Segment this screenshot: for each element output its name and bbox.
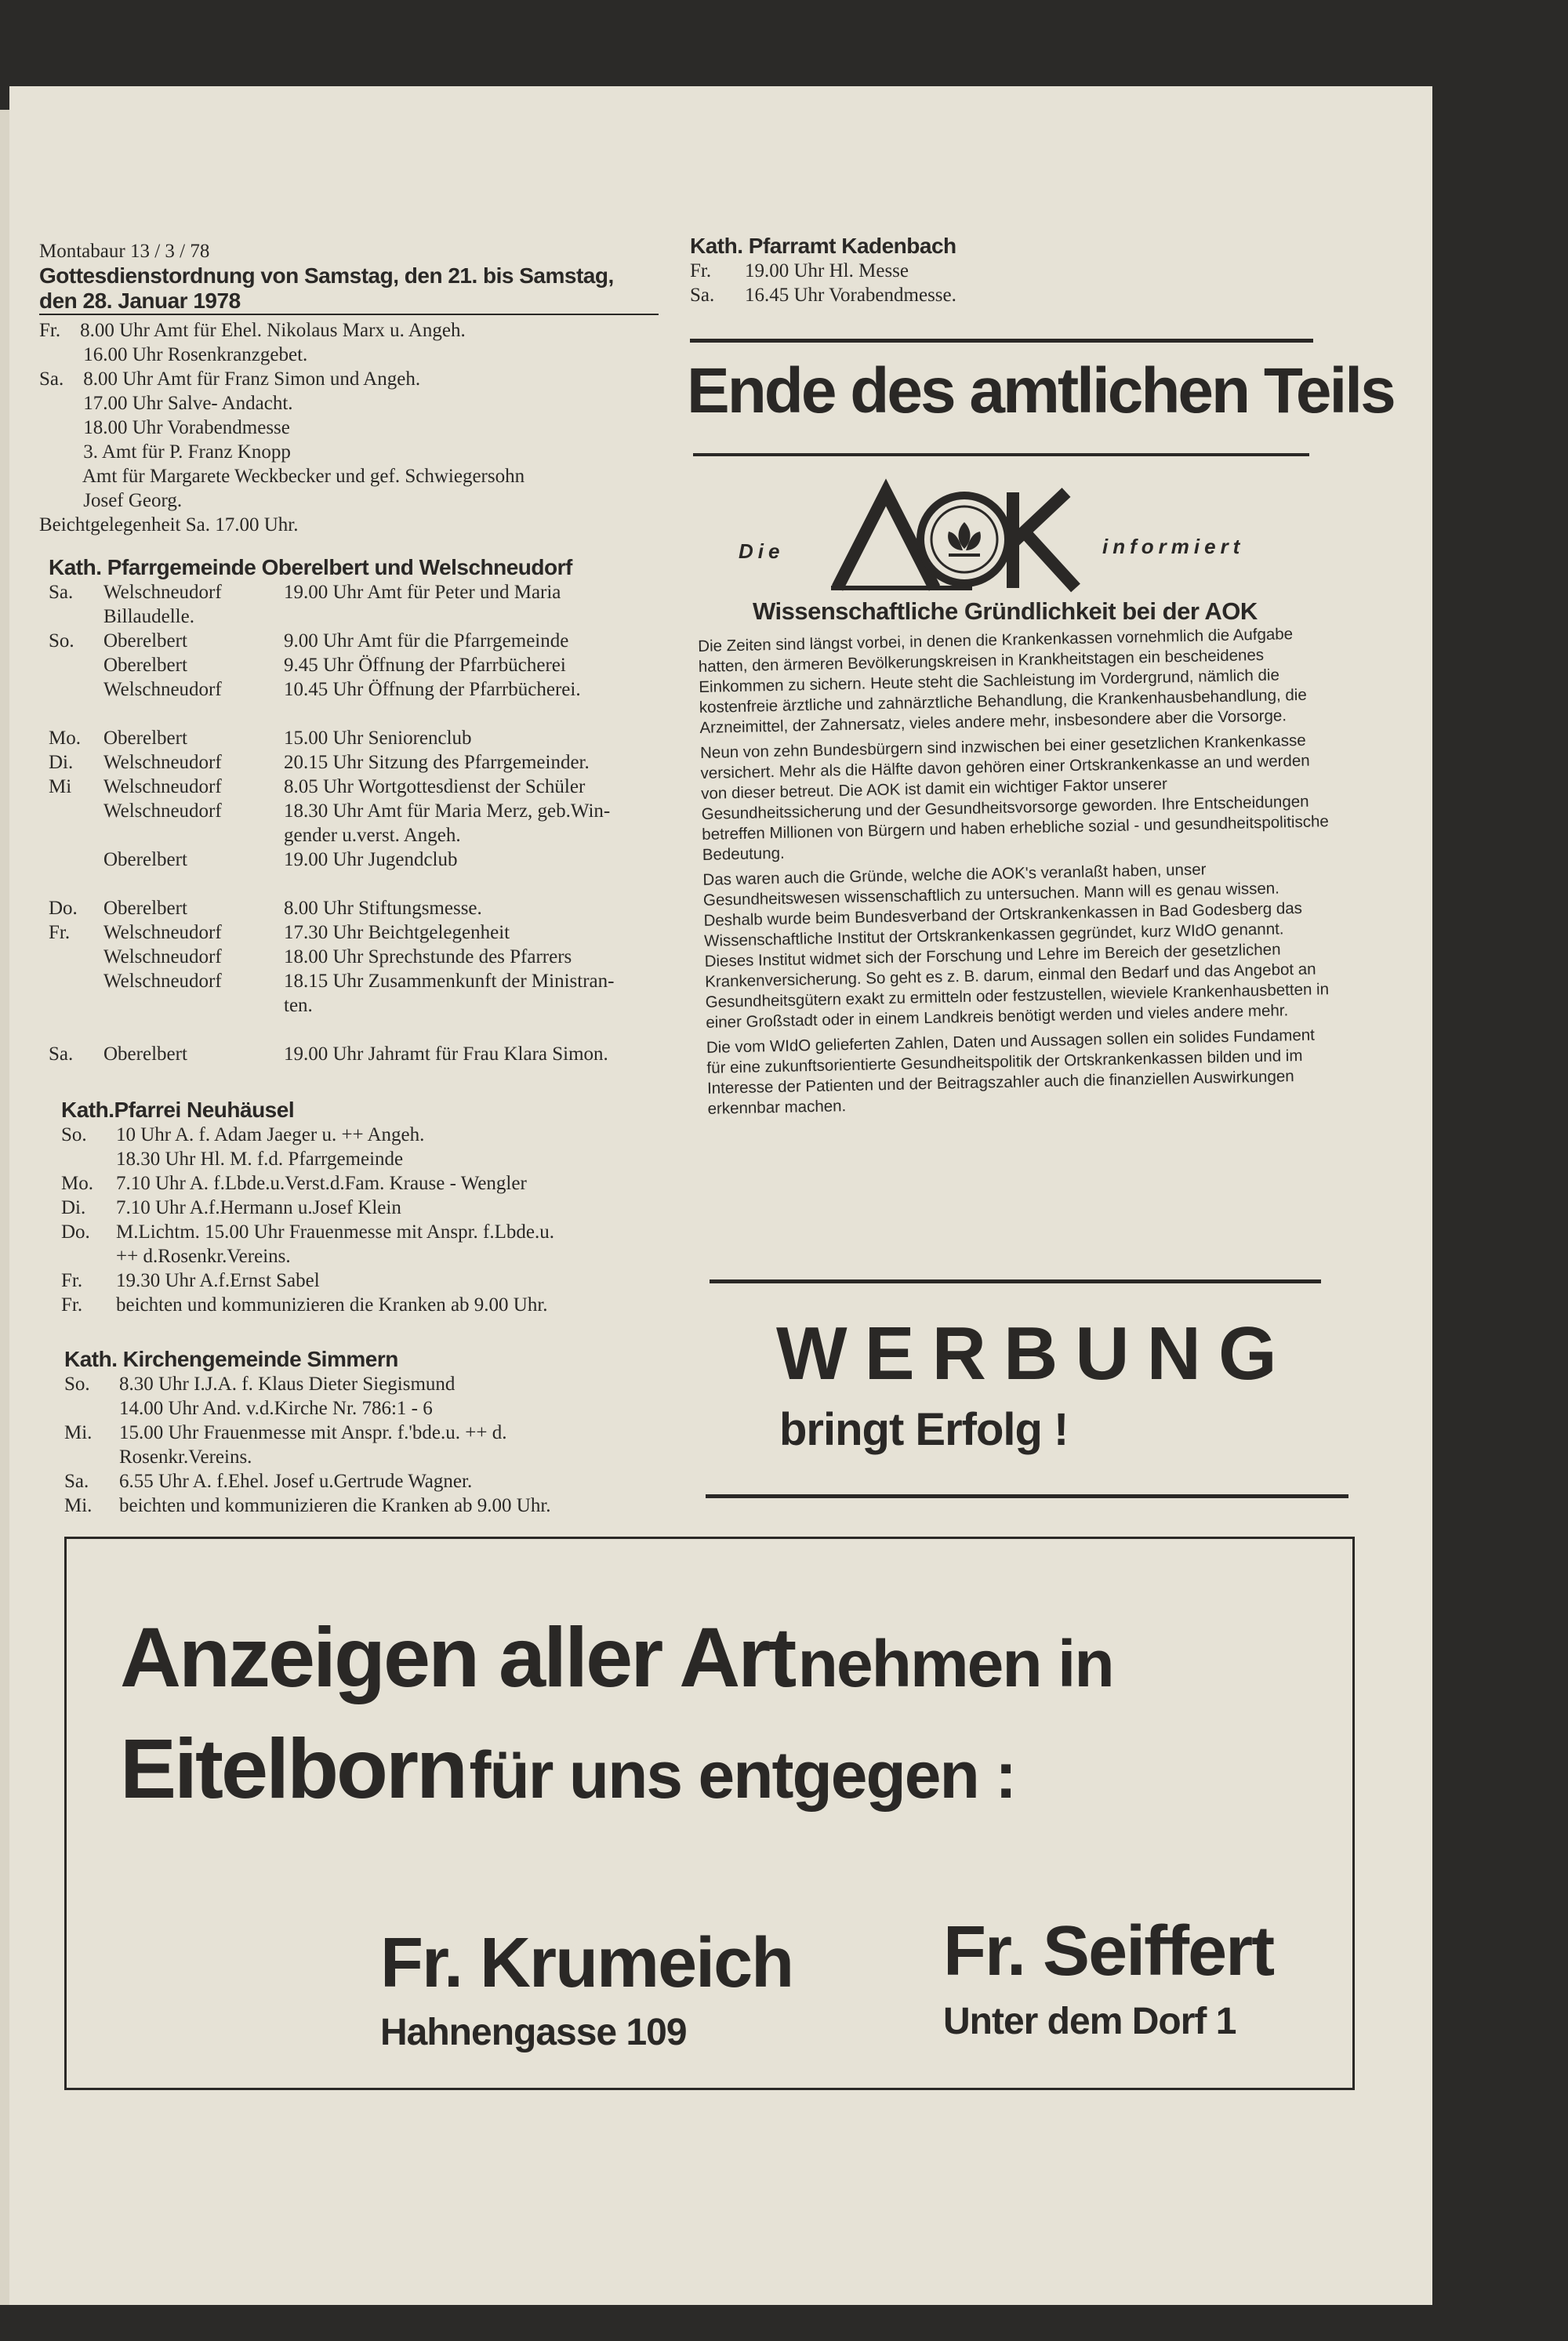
- ad-contact-1-name: Fr. Krumeich: [380, 1924, 793, 2002]
- montabaur-line: Sa. 8.00 Uhr Amt für Franz Simon und Angeh.: [39, 368, 421, 390]
- ad-contact-2-name: Fr. Seiffert: [943, 1912, 1274, 1991]
- row-day: [49, 945, 103, 969]
- oberelbert-row: [49, 1042, 707, 1066]
- row-day: [64, 1445, 119, 1469]
- simmern-row: [64, 1396, 707, 1421]
- row-day: Di.: [49, 752, 74, 773]
- oberelbert-row: [49, 775, 707, 799]
- simmern-section: [64, 1347, 707, 1518]
- kadenbach-rows: [690, 259, 1317, 307]
- oberelbert-row: [49, 604, 707, 629]
- montabaur-section: [39, 239, 698, 537]
- oberelbert-row: [49, 580, 707, 604]
- row-place: Welschneudorf: [103, 752, 222, 773]
- ad-contact-1-address: Hahnengasse 109: [380, 2012, 687, 2053]
- aok-headline: Wissenschaftliche Gründlichkeit bei der AOK: [753, 597, 1258, 625]
- row-text: 9.45 Uhr Öffnung der Pfarrbücherei: [284, 655, 566, 676]
- row-day: So.: [64, 1374, 90, 1395]
- row-text: ten.: [284, 995, 313, 1016]
- oberelbert-row: [49, 920, 707, 945]
- row-day: Fr.: [61, 1270, 83, 1291]
- kadenbach-section: [690, 234, 1317, 307]
- neuhaeusel-rows: [61, 1123, 704, 1317]
- kadenbach-heading: Kath. Pfarramt Kadenbach: [690, 234, 956, 258]
- ad-contact-2-address: Unter dem Dorf 1: [943, 2001, 1236, 2042]
- row-day: [49, 653, 103, 677]
- rule-after-werbung: [706, 1494, 1348, 1498]
- aok-header: [706, 478, 1317, 596]
- row-text: 8.05 Uhr Wortgottesdienst der Schüler: [284, 776, 586, 797]
- row-text: 6.55 Uhr A. f.Ehel. Josef u.Gertrude Wagner.: [119, 1471, 473, 1492]
- aok-body: [698, 623, 1335, 1124]
- werbung-subtitle: bringt Erfolg !: [779, 1404, 1069, 1455]
- row-text: 10.45 Uhr Öffnung der Pfarrbücherei.: [284, 679, 581, 700]
- row-day: Mo.: [49, 728, 81, 749]
- row-day: [49, 677, 103, 702]
- row-text: 18.15 Uhr Zusammenkunft der Ministran-: [284, 971, 615, 992]
- row-day: Mi.: [64, 1422, 93, 1443]
- oberelbert-row: [49, 653, 707, 677]
- kadenbach-row: [690, 283, 1317, 307]
- row-day: Fr.: [690, 260, 712, 281]
- row-text: 18.30 Uhr Amt für Maria Merz, geb.Win-: [284, 800, 611, 822]
- oberelbert-row: [49, 872, 707, 896]
- row-place: Oberelbert: [103, 630, 187, 651]
- row-text: ++ d.Rosenkr.Vereins.: [116, 1246, 291, 1267]
- werbung-title: WERBUNG: [776, 1312, 1294, 1396]
- row-day: Sa.: [49, 582, 74, 603]
- ad-line-1-small: nehmen in: [797, 1627, 1113, 1700]
- row-place: Oberelbert: [103, 1043, 187, 1065]
- row-text: 15.00 Uhr Frauenmesse mit Anspr. f.'bde.u. ++ d.: [119, 1422, 507, 1443]
- row-text: Rosenkr.Vereins.: [119, 1446, 252, 1468]
- montabaur-line: Josef Georg.: [39, 490, 183, 511]
- simmern-row: [64, 1372, 707, 1396]
- row-text: 16.45 Uhr Vorabendmesse.: [745, 285, 956, 306]
- row-text: 19.00 Uhr Hl. Messe: [745, 260, 909, 281]
- eitelborn-ad-box: [64, 1537, 1355, 2090]
- aok-logo: [831, 478, 1098, 596]
- neuhaeusel-heading: Kath.Pfarrei Neuhäusel: [61, 1098, 295, 1122]
- neuhaeusel-row: [61, 1147, 704, 1171]
- row-day: [49, 604, 103, 629]
- row-place: Oberelbert: [103, 728, 187, 749]
- row-day: Mo.: [61, 1173, 93, 1194]
- row-place: Oberelbert: [103, 655, 187, 676]
- ad-line-2-small: für uns entgegen :: [469, 1738, 1016, 1812]
- row-place: [103, 823, 284, 847]
- row-day: Mi: [49, 776, 72, 797]
- ende-amtlich-title: Ende des amtlichen Teils: [687, 355, 1394, 426]
- simmern-row: [64, 1469, 707, 1494]
- row-text: 19.00 Uhr Jahramt für Frau Klara Simon.: [284, 1043, 608, 1065]
- row-place: Welschneudorf: [103, 776, 222, 797]
- simmern-row: [64, 1445, 707, 1469]
- oberelbert-row: [49, 847, 707, 872]
- row-place: Billaudelle.: [103, 606, 194, 627]
- aok-paragraph-1: Die Zeiten sind längst vorbei, in denen die Krankenkassen vornehmlich die Aufgabe hatten, den ärmeren Bevölkerungskreisen in Krankheitstagen ein bescheidenes Einkommen zu sichern. Heute steht die Sachleistung im Vordergrund, nämlich die kostenfreie ärztliche und zahnärztliche Behandlung, die Krankenhausbehandlung, die Arzneimittel, der Zahnersatz, vieles andere mehr, insbesondere aber die Vorsorge.: [698, 625, 1307, 737]
- simmern-row: [64, 1494, 707, 1518]
- aok-paragraph-4: Die vom WIdO gelieferten Zahlen, Daten und Aussagen sollen ein solides Fundament für eine zukunftsorientierte Gesundheitspolitik der Ortskrankenkassen bilden und im Interesse der Patienten und der Beitragszahler auch die finanziellen Auswirkungen erkennbar machen.: [706, 1025, 1316, 1118]
- montabaur-line: Beichtgelegenheit Sa. 17.00 Uhr.: [39, 514, 299, 535]
- row-day: Sa.: [49, 1043, 74, 1065]
- aok-informiert-label: informiert: [1102, 535, 1245, 558]
- montabaur-line: 16.00 Uhr Rosenkranzgebet.: [39, 344, 308, 365]
- row-text: 9.00 Uhr Amt für die Pfarrgemeinde: [284, 630, 569, 651]
- neuhaeusel-row: [61, 1244, 704, 1268]
- row-day: Sa.: [690, 285, 715, 306]
- oberelbert-row: [49, 823, 707, 847]
- oberelbert-row: [49, 799, 707, 823]
- aok-die-label: Die: [739, 539, 785, 563]
- montabaur-line: 17.00 Uhr Salve- Andacht.: [39, 393, 293, 414]
- row-text: 19.00 Uhr Jugendclub: [284, 849, 458, 870]
- rule-after-ende: [693, 453, 1309, 456]
- row-day: Di.: [61, 1197, 86, 1218]
- row-day: [49, 993, 103, 1018]
- row-day: Sa.: [64, 1471, 89, 1492]
- row-place: Oberelbert: [103, 849, 187, 870]
- row-text: 19.30 Uhr A.f.Ernst Sabel: [116, 1270, 320, 1291]
- montabaur-line: Fr. 8.00 Uhr Amt für Ehel. Nikolaus Marx u. Angeh.: [39, 320, 466, 341]
- row-place: Welschneudorf: [103, 922, 222, 943]
- row-day: [49, 799, 103, 823]
- oberelbert-row: [49, 1018, 707, 1042]
- row-text: 14.00 Uhr And. v.d.Kirche Nr. 786:1 - 6: [119, 1398, 433, 1419]
- aok-paragraph-2: Neun von zehn Bundesbürgern sind inzwischen bei einer gesetzlichen Krankenkasse versichert. Mehr als die Hälfte davon gehören einer Ortskrankenkasse an und werden von dieser betreut. Die AOK ist damit ein wichtiger Faktor unserer Gesundheitssicherung und der Gesundheitsvorsorge geworden. Ihre Entscheidungen betreffen Millionen von Bürgern und haben erhebliche sozial - und gesundheitspolitische Bedeutung.: [699, 731, 1330, 864]
- oberelbert-row: [49, 677, 707, 702]
- aok-paragraph-3: Das waren auch die Gründe, welche die AOK's veranlaßt haben, unser Gesundheitswesen wissenschaftlich zu untersuchen. Mann will es genau wissen. Deshalb wurde beim Bundesverband der Ortskrankenkassen in Bad Godesberg das Wissenschaftliche Institut der Ortskrankenkassen gegründet, kurz WIdO genannt. Dieses Institut widmet sich der Forschung und Lehre im Bereich der gesetzlichen Krankenversicherung. So geht es z. B. darum, einmal den Bedarf und das Angebot an Gesundheitsgütern exakt zu ermitteln oder festzustellen, wieviele Krankenhausbetten in einer Großstadt oder in einem Landkreis benötigt werden und vieles andere mehr.: [702, 860, 1330, 1032]
- row-place: Welschneudorf: [103, 800, 222, 822]
- oberelbert-row: [49, 896, 707, 920]
- simmern-row: [64, 1421, 707, 1445]
- row-text: M.Lichtm. 15.00 Uhr Frauenmesse mit Anspr. f.Lbde.u.: [116, 1221, 554, 1243]
- simmern-rows: [64, 1372, 707, 1518]
- row-text: 17.30 Uhr Beichtgelegenheit: [284, 922, 510, 943]
- ad-line-2-big: Eitelborn: [120, 1721, 466, 1816]
- oberelbert-row: [49, 993, 707, 1018]
- neuhaeusel-row: [61, 1171, 704, 1196]
- row-place: Welschneudorf: [103, 946, 222, 967]
- row-day: So.: [49, 630, 74, 651]
- ad-line-2: [120, 1719, 1015, 1817]
- row-place: Welschneudorf: [103, 679, 222, 700]
- neuhaeusel-row: [61, 1220, 704, 1244]
- oberelbert-row: [49, 702, 707, 726]
- row-text: 18.00 Uhr Sprechstunde des Pfarrers: [284, 946, 572, 967]
- oberelbert-row: [49, 969, 707, 993]
- montabaur-line: 3. Amt für P. Franz Knopp: [39, 441, 291, 463]
- oberelbert-rows: [49, 580, 707, 1066]
- montabaur-lines: [39, 318, 698, 537]
- row-day: Fr.: [61, 1294, 83, 1316]
- montabaur-heading-1: Gottesdienstordnung von Samstag, den 21. bis Samstag,: [39, 263, 614, 288]
- neuhaeusel-row: [61, 1196, 704, 1220]
- rule-before-werbung: [710, 1279, 1321, 1283]
- oberelbert-heading: Kath. Pfarrgemeinde Oberelbert und Welschneudorf: [49, 555, 572, 579]
- row-text: 15.00 Uhr Seniorenclub: [284, 728, 472, 749]
- neuhaeusel-row: [61, 1293, 704, 1317]
- row-place: Oberelbert: [103, 898, 187, 919]
- row-text: gender u.verst. Angeh.: [284, 825, 461, 846]
- neuhaeusel-row: [61, 1123, 704, 1147]
- ad-line-1-big: Anzeigen aller Art: [120, 1610, 795, 1704]
- montabaur-heading-2: den 28. Januar 1978: [39, 289, 659, 315]
- row-day: Do.: [61, 1221, 90, 1243]
- neuhaeusel-section: [61, 1098, 704, 1317]
- neuhaeusel-row: [61, 1268, 704, 1293]
- row-text: beichten und kommunizieren die Kranken ab 9.00 Uhr.: [116, 1294, 548, 1316]
- row-day: [61, 1147, 116, 1171]
- row-text: beichten und kommunizieren die Kranken ab 9.00 Uhr.: [119, 1495, 551, 1516]
- montabaur-line: 18.00 Uhr Vorabendmesse: [39, 417, 290, 438]
- ad-line-1: [120, 1608, 1113, 1706]
- row-text: 18.30 Uhr Hl. M. f.d. Pfarrgemeinde: [116, 1149, 404, 1170]
- oberelbert-row: [49, 750, 707, 775]
- oberelbert-section: [49, 555, 707, 1066]
- row-text: 10 Uhr A. f. Adam Jaeger u. ++ Angeh.: [116, 1124, 425, 1145]
- row-text: 19.00 Uhr Amt für Peter und Maria: [284, 582, 561, 603]
- row-day: [64, 1396, 119, 1421]
- row-place: Welschneudorf: [103, 582, 222, 603]
- rule-top: [690, 339, 1313, 343]
- montabaur-ref: Montabaur 13 / 3 / 78: [39, 241, 210, 262]
- row-day: Mi.: [64, 1495, 93, 1516]
- oberelbert-row: [49, 726, 707, 750]
- montabaur-line: Amt für Margarete Weckbecker und gef. Schwiegersohn: [39, 466, 525, 487]
- kadenbach-row: [690, 259, 1317, 283]
- row-day: [61, 1244, 116, 1268]
- oberelbert-row: [49, 629, 707, 653]
- row-place: [103, 993, 284, 1018]
- row-day: [49, 847, 103, 872]
- row-text: 8.00 Uhr Stiftungsmesse.: [284, 898, 482, 919]
- row-day: [49, 969, 103, 993]
- row-day: So.: [61, 1124, 87, 1145]
- row-day: Fr.: [49, 922, 71, 943]
- row-day: [49, 823, 103, 847]
- row-text: 7.10 Uhr A. f.Lbde.u.Verst.d.Fam. Krause - Wengler: [116, 1173, 527, 1194]
- row-text: 20.15 Uhr Sitzung des Pfarrgemeinder.: [284, 752, 590, 773]
- row-text: 7.10 Uhr A.f.Hermann u.Josef Klein: [116, 1197, 401, 1218]
- row-text: 8.30 Uhr I.J.A. f. Klaus Dieter Siegismund: [119, 1374, 456, 1395]
- row-day: Do.: [49, 898, 78, 919]
- row-place: Welschneudorf: [103, 971, 222, 992]
- simmern-heading: Kath. Kirchengemeinde Simmern: [64, 1347, 398, 1371]
- oberelbert-row: [49, 945, 707, 969]
